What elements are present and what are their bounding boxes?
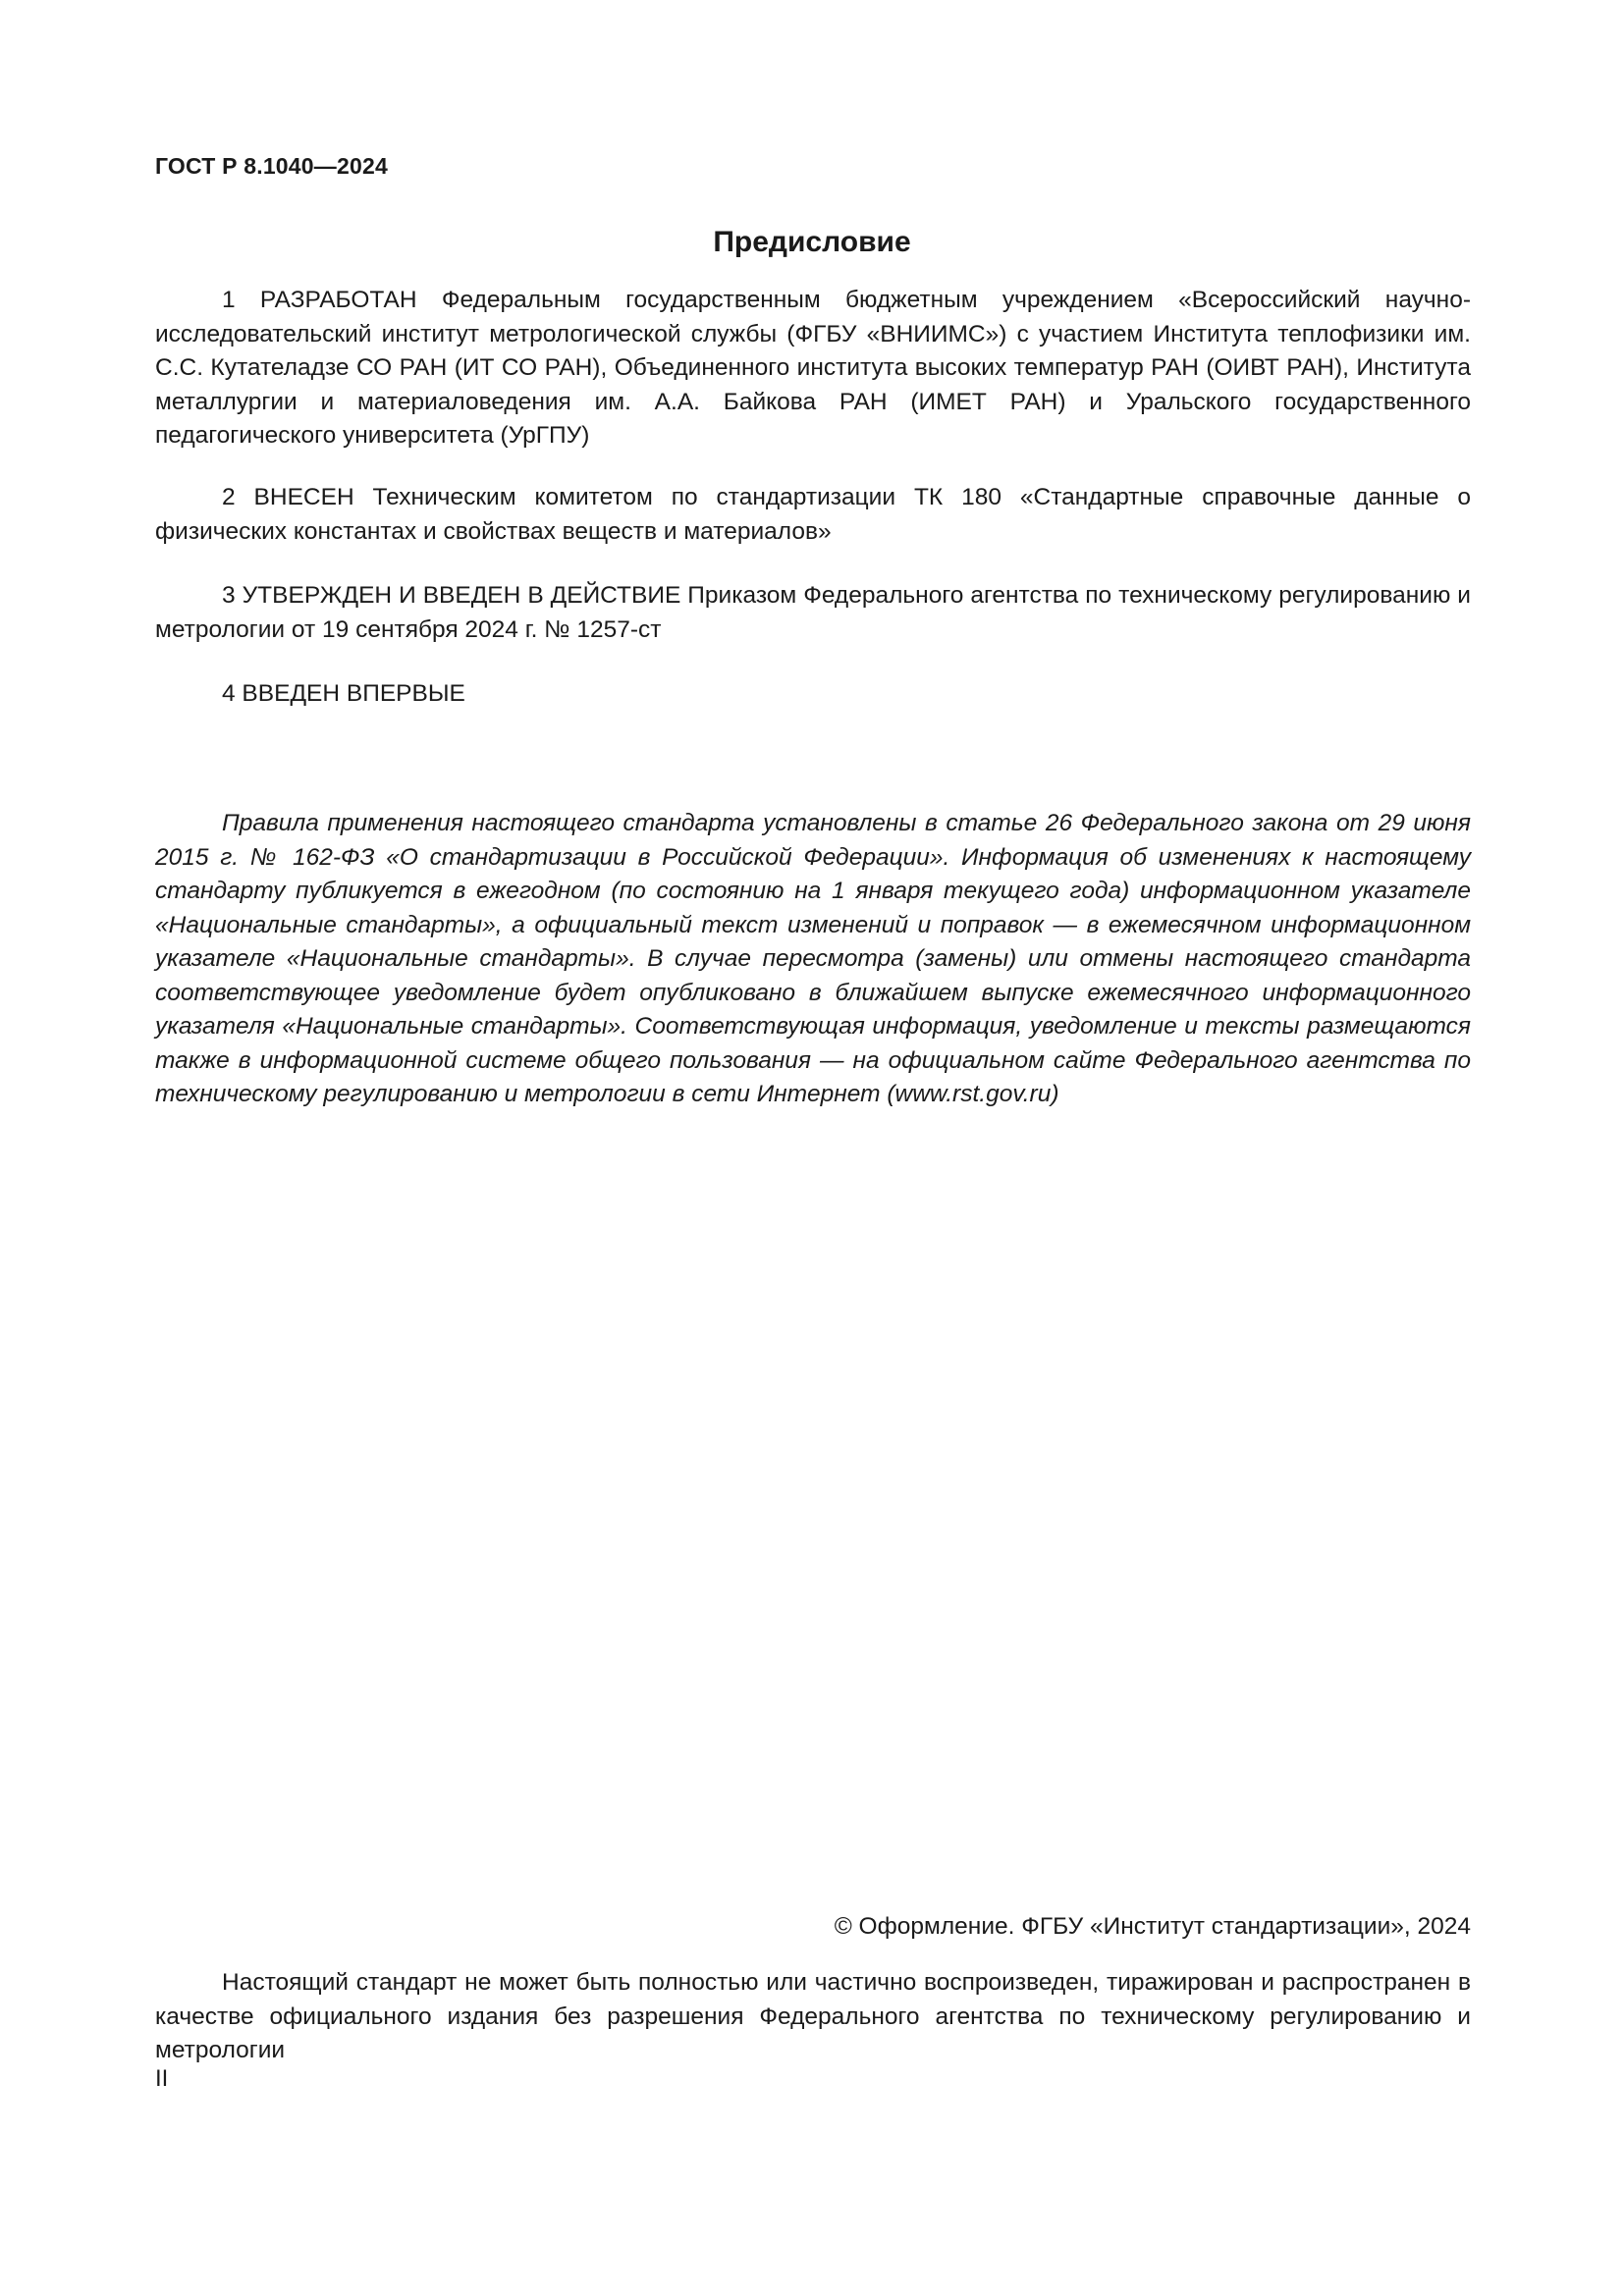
foreword-item-2: 2 ВНЕСЕН Техническим комитетом по стандартизации ТК 180 «Стандартные справочные данные о физических константах и свойствах веществ и материалов» [155, 484, 1471, 545]
foreword-item-1: 1 РАЗРАБОТАН Федеральным государственным бюджетным учреждением «Всероссийский научно-исследовательский институт метрологической службы (ФГБУ «ВНИИМС») с участием Института теплофизики им. С.С. Кутателадзе СО РАН (ИТ СО РАН), Объединенного института высоких температур РАН (ОИВТ РАН), Института металлургии и материаловедения им. А.А. Байкова РАН (ИМЕТ РАН) и Уральского государственного педагогического университета (УрГПУ) [155, 287, 1471, 449]
foreword-item-4: 4 ВВЕДЕН ВПЕРВЫЕ [222, 680, 465, 707]
document-code: ГОСТ Р 8.1040—2024 [155, 153, 388, 179]
rules-notice: Правила применения настоящего стандарта установлены в статье 26 Федерального закона от 29 июня 2015 г. № 162-ФЗ «О стандартизации в Российской Федерации». Информация об изменениях к настоящему стандарту публикуется в ежегодном (по состоянию на 1 января текущего года) информационном указателе «Национальные стандарты», а официальный текст изменений и поправок — в ежемесячном информационном указателе «Национальные стандарты». В случае пересмотра (замены) или отмены настоящего стандарта соответствующее уведомление будет опубликовано в ближайшем выпуске ежемесячного информационного указателя «Национальные стандарты». Соответствующая информация, уведомление и тексты размещаются также в информационной системе общего пользования — на официальном сайте Федерального агентства по техническому регулированию и метрологии в сети Интернет (www.rst.gov.ru) [155, 810, 1471, 1107]
copyright-notice: © Оформление. ФГБУ «Институт стандартизации», 2024 [834, 1913, 1471, 1940]
page-title: Предисловие [713, 226, 911, 258]
reproduction-notice: Настоящий стандарт не может быть полностью или частично воспроизведен, тиражирован и распространен в качестве официального издания без разрешения Федерального агентства по техническому регулированию и метрологии [155, 1969, 1471, 2063]
page-number: II [155, 2065, 169, 2092]
foreword-item-3: 3 УТВЕРЖДЕН И ВВЕДЕН В ДЕЙСТВИЕ Приказом Федерального агентства по техническому регулированию и метрологии от 19 сентября 2024 г. № 1257-ст [155, 582, 1471, 643]
